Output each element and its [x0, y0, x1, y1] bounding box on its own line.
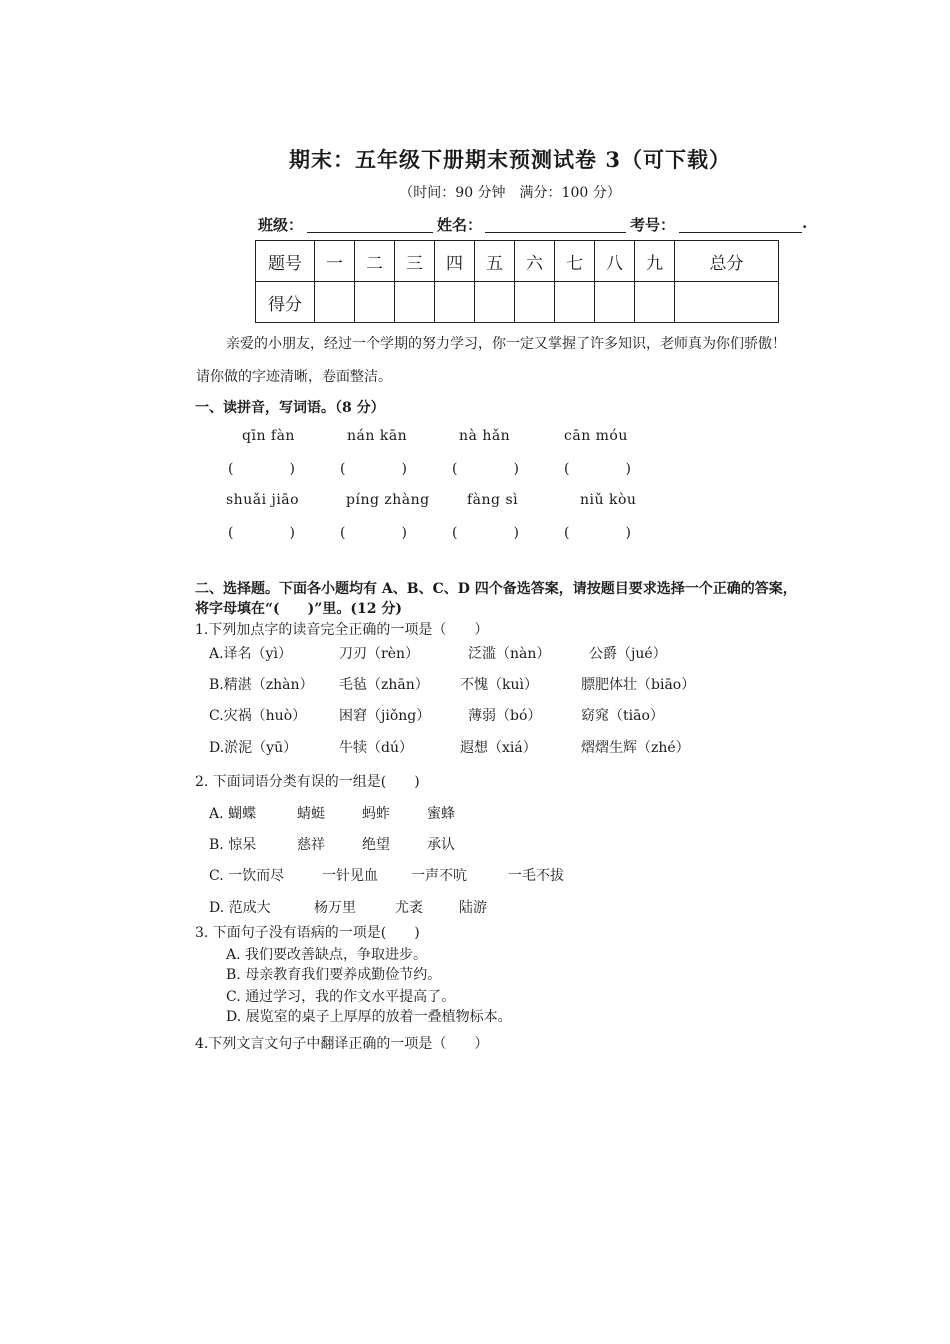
section-2-title-line-1: 二、选择题。下面各小题均有 A、B、C、D 四个备选答案，请按题目要求选择一个正确的答案，	[195, 581, 797, 597]
q1-option-item: 遐想（xiá）	[460, 740, 537, 756]
section-1-title: 一、读拼音，写词语。（8 分）	[195, 400, 385, 416]
q3-option: A. 我们要改善缺点，争取进步。	[226, 947, 428, 963]
pinyin-item: píng zhàng	[346, 492, 430, 508]
q1-option-item: 牛犊（dú）	[339, 740, 413, 756]
question-4-stem: 4.下列文言文句子中翻译正确的一项是（ ）	[195, 1036, 489, 1052]
q1-option-item: 困窘（jiǒng）	[339, 708, 431, 724]
header-cell: 一	[315, 241, 355, 282]
q1-option-item: D.淤泥（yū）	[209, 740, 298, 756]
score-table	[255, 240, 779, 323]
score-cell[interactable]	[595, 282, 635, 323]
q1-option-item: 熠熠生辉（zhé）	[581, 740, 690, 756]
info-end-mark: .	[802, 214, 808, 232]
pinyin-item: fàng sì	[467, 492, 519, 508]
q1-option-item: 毛毡（zhān）	[339, 677, 429, 693]
pinyin-item: qīn fàn	[242, 428, 295, 444]
q2-option-item: 一针见血	[322, 868, 378, 884]
id-label: 考号：	[630, 216, 676, 234]
answer-blank[interactable]: ( )	[340, 461, 407, 477]
header-cell: 四	[435, 241, 475, 282]
q2-option-item: 一毛不拔	[508, 868, 564, 884]
q2-option-item: C. 一饮而尽	[209, 868, 285, 884]
answer-blank[interactable]: ( )	[452, 525, 519, 541]
q2-option-item: 蜻蜓	[297, 806, 325, 822]
pinyin-item: niǔ kòu	[580, 492, 637, 508]
answer-blank[interactable]: ( )	[452, 461, 519, 477]
q2-option-item: 绝望	[362, 837, 390, 853]
q1-option-item: 膘肥体壮（biāo）	[581, 677, 696, 693]
score-cell[interactable]	[435, 282, 475, 323]
q2-option-item: 承认	[427, 837, 455, 853]
score-cell[interactable]	[395, 282, 435, 323]
q2-option-item: 蚂蚱	[362, 806, 390, 822]
header-cell: 总分	[675, 241, 779, 282]
section-2-title-line-2: 将字母填在“( )”里。(12 分)	[195, 601, 402, 617]
q2-option-item: A. 蝴蝶	[209, 806, 257, 822]
pinyin-item: cān móu	[564, 428, 628, 444]
q1-option-item: C.灾祸（huò）	[209, 708, 307, 724]
question-3-stem: 3. 下面句子没有语病的一项是( )	[195, 925, 420, 941]
q1-option-item: A.译名（yì）	[209, 646, 292, 662]
score-row-label: 得分	[256, 282, 315, 323]
q3-option: B. 母亲教育我们要养成勤俭节约。	[226, 967, 442, 983]
score-cell[interactable]	[635, 282, 675, 323]
q1-option-item: 公爵（jué）	[589, 646, 667, 662]
answer-blank[interactable]: ( )	[228, 525, 295, 541]
intro-line-1: 亲爱的小朋友，经过一个学期的努力学习，你一定又掌握了许多知识，老师真为你们骄傲！	[226, 336, 786, 352]
q2-option-item: 陆游	[459, 900, 487, 916]
q1-option-item: 窈窕（tiāo）	[581, 708, 664, 724]
exam-subtitle: （时间：90 分钟 满分：100 分）	[399, 185, 621, 201]
score-cell[interactable]	[475, 282, 515, 323]
q1-option-item: 不愧（kuì）	[460, 677, 538, 693]
question-2-stem: 2. 下面词语分类有误的一组是( )	[195, 774, 420, 790]
answer-blank[interactable]: ( )	[564, 461, 631, 477]
score-cell[interactable]	[555, 282, 595, 323]
q2-option-item: D. 范成大	[209, 900, 271, 916]
name-label: 姓名：	[437, 216, 483, 234]
header-cell: 题号	[256, 241, 315, 282]
q3-option: C. 通过学习，我的作文水平提高了。	[226, 989, 456, 1005]
header-cell: 五	[475, 241, 515, 282]
score-cell[interactable]	[315, 282, 355, 323]
question-1-stem: 1.下列加点字的读音完全正确的一项是（ ）	[195, 622, 489, 638]
q1-option-item: 泛滥（nàn）	[468, 646, 551, 662]
q2-option-item: 一声不吭	[411, 868, 467, 884]
pinyin-item: nán kān	[347, 428, 408, 444]
name-field[interactable]	[485, 232, 626, 233]
header-cell: 三	[395, 241, 435, 282]
pinyin-item: nà hǎn	[459, 428, 511, 444]
class-field[interactable]	[307, 232, 433, 233]
q2-option-item: 杨万里	[314, 900, 356, 916]
answer-blank[interactable]: ( )	[228, 461, 295, 477]
pinyin-item: shuǎi jiāo	[226, 492, 300, 508]
header-cell: 七	[555, 241, 595, 282]
class-label: 班级：	[258, 216, 304, 234]
id-field[interactable]	[679, 232, 802, 233]
q3-option: D. 展览室的桌子上厚厚的放着一叠植物标本。	[226, 1009, 512, 1025]
q2-option-item: B. 惊呆	[209, 837, 257, 853]
q2-option-item: 慈祥	[297, 837, 325, 853]
header-cell: 二	[355, 241, 395, 282]
score-cell[interactable]	[675, 282, 779, 323]
answer-blank[interactable]: ( )	[564, 525, 631, 541]
answer-blank[interactable]: ( )	[340, 525, 407, 541]
q1-option-item: 刀刃（rèn）	[339, 646, 419, 662]
q1-option-item: 薄弱（bó）	[468, 708, 542, 724]
header-cell: 八	[595, 241, 635, 282]
score-cell[interactable]	[355, 282, 395, 323]
intro-line-2: 请你做的字迹清晰，卷面整洁。	[196, 369, 392, 385]
score-cell[interactable]	[515, 282, 555, 323]
header-cell: 九	[635, 241, 675, 282]
page-title: 期末：五年级下册期末预测试卷 3（可下载）	[289, 147, 731, 172]
q2-option-item: 蜜蜂	[427, 806, 455, 822]
score-table-score-row	[256, 282, 779, 323]
score-table-header-row	[256, 241, 779, 282]
q2-option-item: 尤袤	[395, 900, 423, 916]
header-cell: 六	[515, 241, 555, 282]
q1-option-item: B.精湛（zhàn）	[209, 677, 314, 693]
